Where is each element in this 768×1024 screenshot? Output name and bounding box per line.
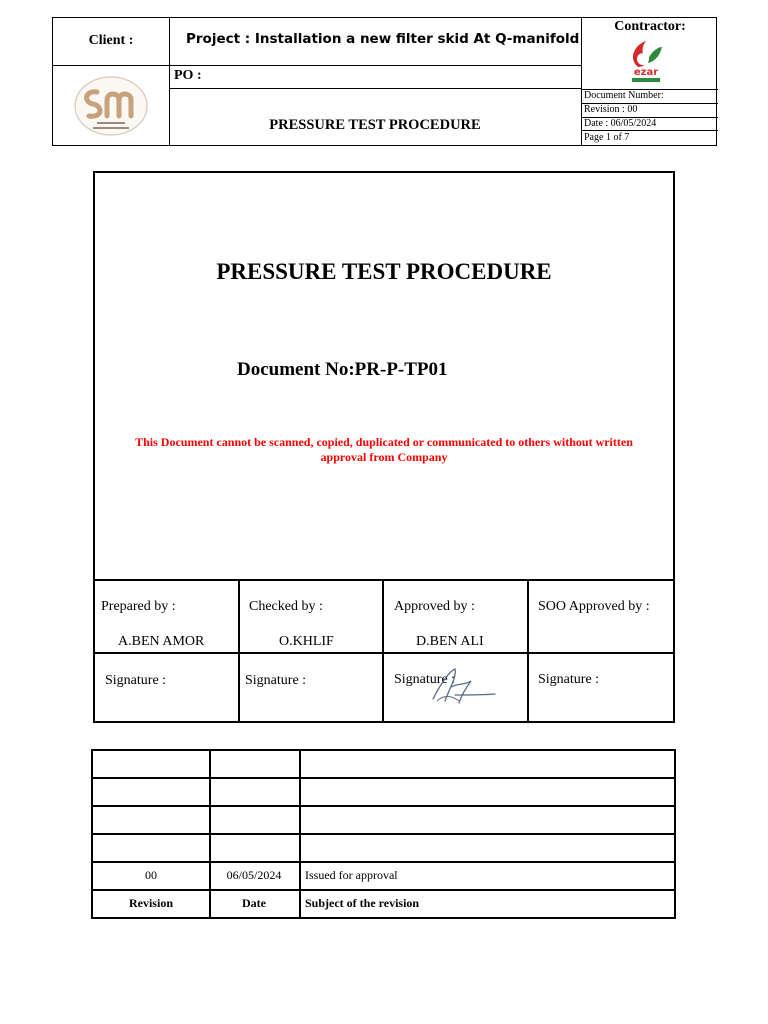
header-title: PRESSURE TEST PROCEDURE — [269, 117, 481, 133]
handwritten-signature — [425, 665, 497, 707]
contractor-label: Contractor: — [614, 19, 686, 34]
soo-approved-by-label: SOO Approved by : — [538, 599, 650, 614]
header-divider — [581, 130, 718, 131]
signature-label: Signature : — [538, 672, 600, 687]
revision-subject-cell: Issued for approval — [305, 868, 398, 882]
document-number: Document Number: — [584, 90, 664, 101]
document-number-heading: Document No:PR-P-TP01 — [237, 359, 448, 380]
approval-divider — [95, 652, 673, 654]
revision-header: Revision — [128, 896, 173, 910]
document-date: Date : 06/05/2024 — [584, 118, 657, 129]
signature-label: Signature : — [105, 673, 167, 688]
approval-divider — [238, 581, 240, 721]
revision-row-divider — [93, 777, 674, 779]
document-header — [52, 17, 717, 146]
header-divider — [53, 65, 169, 66]
checked-by-label: Checked by : — [249, 599, 323, 614]
approval-divider — [382, 581, 384, 721]
contractor-logo-text: ezar — [633, 67, 659, 78]
document-title: PRESSURE TEST PROCEDURE — [216, 259, 552, 284]
contractor-logo — [626, 37, 666, 85]
project-label: Project : Installation a new filter skid At Q-manifold — [186, 31, 580, 47]
subject-header: Subject of the revision — [305, 896, 420, 910]
cover-frame — [93, 171, 675, 723]
revision-row-divider — [93, 861, 674, 863]
prepared-by-name: A.BEN AMOR — [118, 634, 205, 649]
prepared-by-label: Prepared by : — [101, 599, 176, 614]
approval-divider — [527, 581, 529, 721]
revision-date-cell: 06/05/2024 — [226, 868, 282, 882]
revision-number: Revision : 00 — [584, 104, 638, 115]
po-label: PO : — [174, 68, 202, 83]
date-header: Date — [242, 896, 266, 910]
revision-row-divider — [93, 805, 674, 807]
signature-label: Signature : — [394, 672, 456, 687]
approval-block — [95, 579, 673, 721]
revision-row-divider — [93, 889, 674, 891]
revision-cell: 00 — [145, 868, 157, 882]
client-logo — [71, 74, 151, 138]
approved-by-label: Approved by : — [394, 599, 475, 614]
client-label: Client : — [88, 33, 134, 48]
confidentiality-warning: This Document cannot be scanned, copied, duplicated or communicated to others without written approval from Company — [135, 435, 633, 464]
approved-by-name: D.BEN ALI — [416, 634, 484, 649]
header-divider — [169, 65, 581, 66]
header-divider — [169, 88, 581, 89]
revision-table — [91, 749, 676, 919]
revision-row-divider — [93, 833, 674, 835]
signature-label: Signature : — [245, 673, 307, 688]
page-number: Page 1 of 7 — [584, 132, 630, 143]
checked-by-name: O.KHLIF — [279, 634, 334, 649]
header-divider — [581, 18, 582, 145]
